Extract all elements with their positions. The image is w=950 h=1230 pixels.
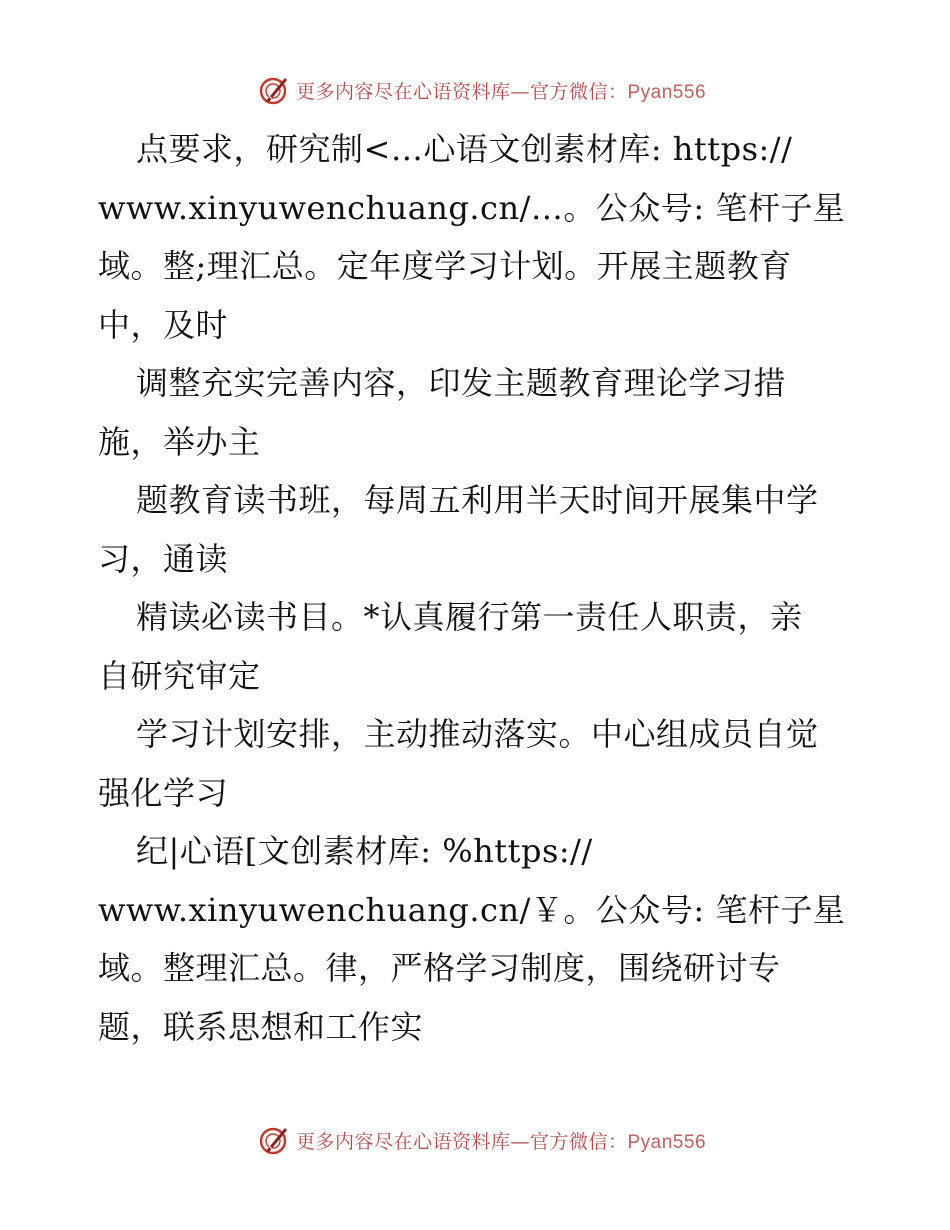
footer-banner [0,1120,950,1160]
footer-label: 更多内容尽在心语资料库—官方微信： [295,1130,628,1153]
header-label: 更多内容尽在心语资料库—官方微信： [295,80,628,103]
text-line: 习，通读 [98,539,229,578]
text-line: 点要求，研究制<…心语文创素材库: https:// [136,130,793,168]
text-line: 施，举办主 [98,422,261,461]
text-line: 域。整;理汇总。定年度学习计划。开展主题教育 [98,247,792,285]
header-wechat-id: Pyan556 [627,81,707,103]
pen-seal-icon [258,1124,290,1156]
footer-wechat-id: Pyan556 [627,1131,707,1153]
footer-text [296,1127,706,1154]
document-body [98,120,858,1056]
text-line: 题，联系思想和工作实 [98,1007,424,1046]
text-line: 纪|心语[文创素材库: %https:// [136,832,593,870]
text-line: 精读必读书目。*认真履行第一责任人职责，亲 [136,598,803,636]
text-line: www.xinyuwenchuang.cn/…。公众号: 笔杆子星 [98,188,846,227]
text-line: 域。整理汇总。律，严格学习制度，围绕研讨专 [98,949,781,987]
header-banner [0,70,950,110]
text-line: 强化学习 [98,773,229,812]
pen-seal-icon [258,74,290,106]
text-line: 调整充实完善内容，印发主题教育理论学习措 [136,364,787,402]
text-line: 学习计划安排，主动推动落实。中心组成员自觉 [136,715,819,753]
header-text [296,77,706,104]
footer-banner-content [258,1124,706,1156]
text-line: www.xinyuwenchuang.cn/￥。公众号: 笔杆子星 [98,890,846,929]
header-banner-content [258,74,706,106]
text-line: 自研究审定 [98,656,261,695]
text-line: 中，及时 [98,305,229,344]
text-line: 题教育读书班，每周五利用半天时间开展集中学 [136,481,819,519]
